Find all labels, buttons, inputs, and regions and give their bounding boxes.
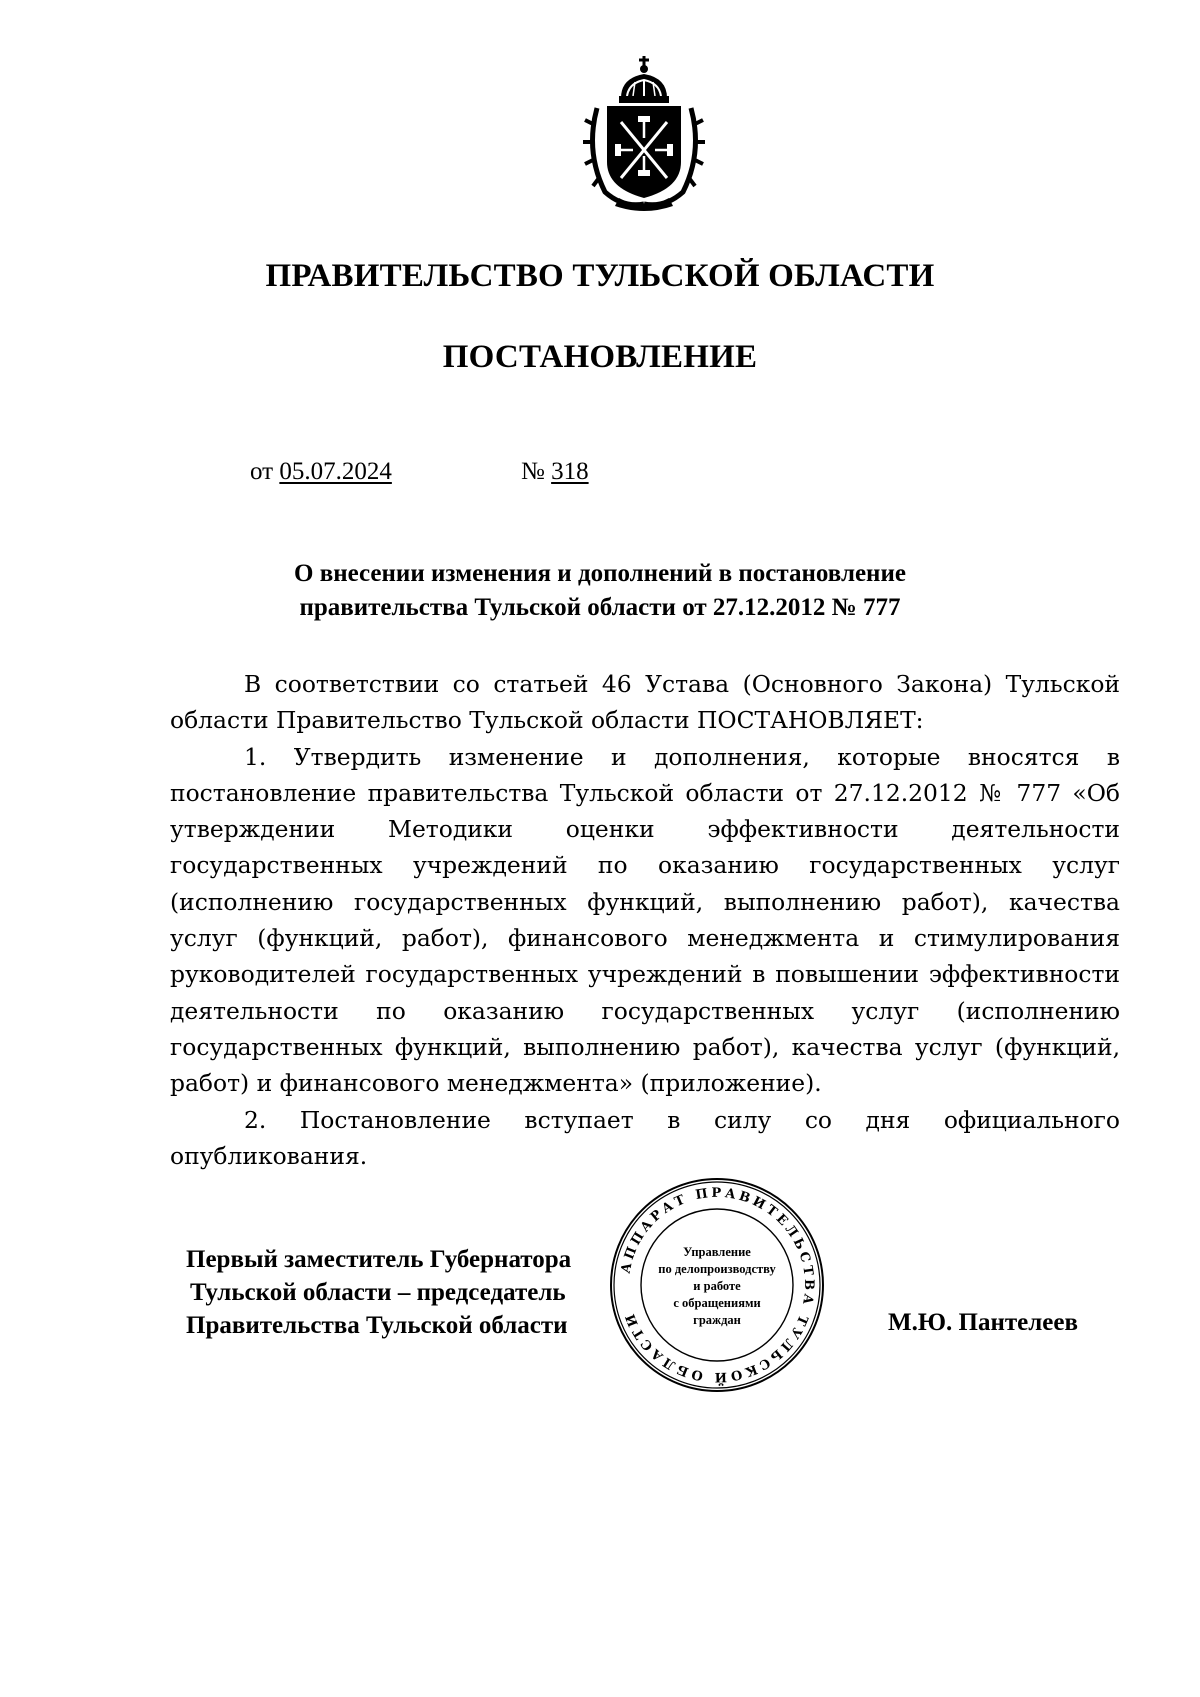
document-subject [0, 557, 1200, 625]
official-seal-icon [608, 1176, 826, 1394]
body-paragraph: 1. Утвердить изменение и дополнения, которые вносятся в постановление правительства Тульской области от 27.12.2012 № 777 «Об утверждении Методики оценки эффективности деятельности государственных учреждений по оказанию государственных услуг (исполнению государственных функций, выполнению работ), качества услуг (функций, работ), финансового менеджмента и стимулирования руководителей государственных учреждений в повышении эффективности деятельности по оказанию государственных услуг (исполнению государственных функций, выполнению работ), качества услуг (функций, работ) и финансового менеджмента» (приложение). [170, 742, 1120, 1098]
date-value: 05.07.2024 [279, 458, 392, 485]
seal-center-line: Управление [683, 1245, 751, 1259]
signer-name: М.Ю. Пантелеев [888, 1309, 1078, 1336]
tula-coat-of-arms-icon [583, 52, 705, 212]
document-type: ПОСТАНОВЛЕНИЕ [442, 339, 758, 375]
subject-line: правительства Тульской области от 27.12.2012 № 777 [299, 594, 901, 621]
seal-center-line: по делопроизводству [658, 1262, 776, 1276]
seal-center-line: с обращениями [673, 1296, 761, 1310]
date-prefix: от [250, 458, 274, 485]
body-paragraph: 2. Постановление вступает в силу со дня официального опубликования. [170, 1105, 1120, 1170]
seal-ring-text: АППАРАТ ПРАВИТЕЛЬСТВА ТУЛЬСКОЙ ОБЛАСТИ [618, 1185, 817, 1385]
number-value: 318 [551, 458, 589, 485]
position-line: Тульской области – председатель [190, 1279, 566, 1306]
organization-title: ПРАВИТЕЛЬСТВО ТУЛЬСКОЙ ОБЛАСТИ [265, 258, 935, 294]
seal-center-line: и работе [693, 1279, 741, 1293]
signer-position [186, 1243, 571, 1342]
document-number [521, 458, 589, 486]
number-prefix: № [521, 458, 545, 485]
document-body [170, 666, 1120, 1174]
position-line: Правительства Тульской области [186, 1312, 568, 1339]
position-line: Первый заместитель Губернатора [186, 1246, 572, 1273]
document-date [250, 458, 392, 486]
subject-line: О внесении изменения и дополнений в постановление [294, 560, 906, 587]
body-paragraph: В соответствии со статьей 46 Устава (Основного Закона) Тульской области Правительство Тульской области ПОСТАНОВЛЯЕТ: [170, 670, 1120, 735]
seal-center-line: граждан [693, 1313, 741, 1327]
